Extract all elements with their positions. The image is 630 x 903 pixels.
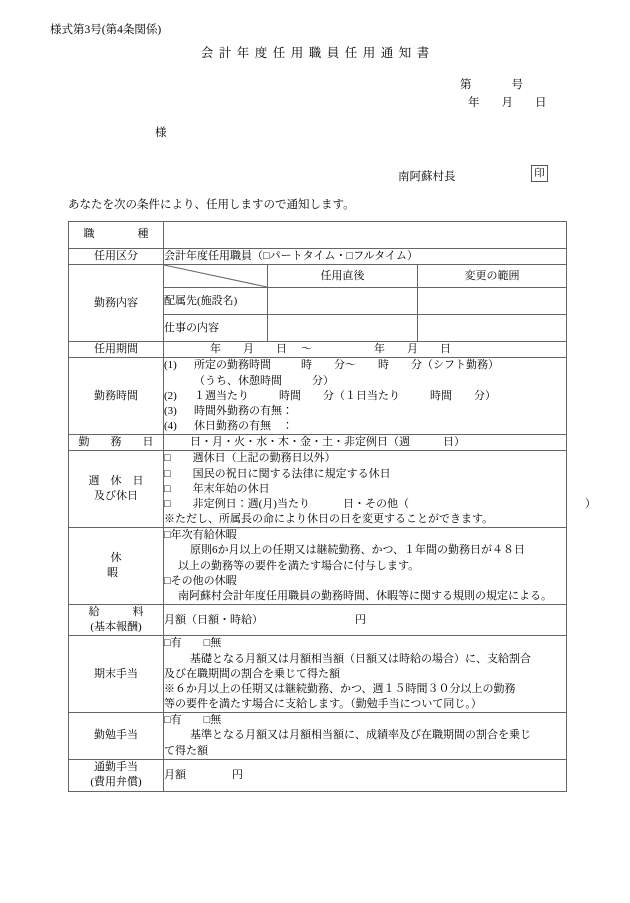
value-assignment-immediate[interactable]: [268, 288, 418, 315]
label-term-allowance: 期末手当: [69, 636, 164, 713]
label-duties: 仕事の内容: [164, 315, 268, 342]
label-commute-allowance: [69, 759, 164, 791]
work-hours-item2-text: １週当たり: [194, 389, 249, 402]
work-hours-item1-min2: 分（シフト勤務）: [411, 359, 499, 372]
holiday-checkbox-national[interactable]: □ 国民の祝日に関する法律に規定する休日: [164, 467, 391, 480]
work-hours-item2-hour: 時間: [279, 389, 301, 402]
leave-annual-desc1: 原則6か月以上の任期又は継続勤務、かつ、１年間の勤務日が４８日: [190, 544, 526, 557]
work-hours-item1-sub: （うち、休憩時間: [194, 374, 282, 387]
addressee-honorific: 様: [155, 127, 167, 139]
label-salary-line2: (基本報酬): [90, 621, 142, 634]
table-row-work-days: [69, 435, 567, 451]
issue-number-suffix: 号: [511, 79, 523, 91]
value-assignment-change[interactable]: [418, 288, 567, 315]
issue-date-line: [468, 94, 547, 110]
label-job-type: [69, 222, 164, 249]
value-job-type[interactable]: [164, 222, 567, 249]
table-row-work-hours: [69, 358, 567, 435]
holiday-checkbox-yearend[interactable]: □ 年末年始の休日: [164, 482, 270, 495]
table-row-commute-allowance: [69, 759, 567, 791]
label-assignment: 配属先(施設名): [164, 288, 268, 315]
work-hours-item3-no: (3): [164, 404, 177, 417]
label-commute-allowance-line2: (費用弁償): [90, 776, 142, 789]
diligence-allowance-checkbox-no[interactable]: □無: [203, 714, 222, 727]
table-row-holidays: [69, 451, 567, 528]
value-appointment-period[interactable]: [164, 342, 567, 358]
value-appointment-class[interactable]: 会計年度任用職員（□パートタイム・□フルタイム）: [164, 249, 567, 265]
term-allowance-checkbox-no[interactable]: □無: [203, 637, 222, 650]
seal-stamp-box: 印: [531, 165, 548, 182]
value-duties-change[interactable]: [418, 315, 567, 342]
leave-annual-desc2: 以上の勤務等の要件を満たす場合に付与します。: [178, 559, 420, 572]
work-hours-item1-text: 所定の勤務時間: [194, 359, 271, 372]
value-holidays[interactable]: [164, 451, 596, 528]
table-row-appointment-class: [69, 249, 567, 265]
value-term-allowance[interactable]: [164, 636, 567, 713]
col-header-change-scope: 変更の範囲: [418, 265, 567, 288]
label-work-hours: 勤務時間: [69, 358, 164, 435]
form-number: 様式第3号(第4条関係): [50, 24, 162, 36]
leave-checkbox-other[interactable]: □その他の休暇: [164, 574, 237, 587]
label-appointment-class: 任用区分: [69, 249, 164, 265]
holiday-checkbox-weekly[interactable]: □ 週休日（上記の勤務日以外）: [164, 452, 336, 465]
table-row-leave: [69, 528, 567, 605]
issuer-name: 南阿蘇村長: [398, 171, 456, 183]
work-hours-item1-sub-min: 分）: [312, 374, 334, 387]
issue-number-prefix: 第: [460, 79, 472, 91]
work-hours-item2-min: 分（１日当たり: [323, 389, 400, 402]
term-allowance-checkbox-yes[interactable]: □有: [164, 637, 182, 650]
work-hours-item1-no: (1): [164, 359, 177, 372]
table-row-diligence-allowance: [69, 713, 567, 760]
issue-date-month: 月: [501, 97, 513, 109]
holiday-checkbox-irregular[interactable]: □ 非定例日：週(月)当たり 日・その他（ ）: [164, 497, 596, 510]
commute-allowance-text: 月額: [164, 768, 186, 781]
value-work-days[interactable]: [164, 435, 567, 451]
label-leave: [69, 528, 183, 605]
term-allowance-desc3: ※６か月以上の任期又は継続勤務、かつ、週１５時間３０分以上の勤務: [164, 682, 516, 695]
label-commute-allowance-line1: 通勤手当: [94, 761, 138, 774]
label-work-days: [69, 435, 164, 451]
work-hours-item2-hour2: 時間: [430, 389, 452, 402]
commute-allowance-unit: 円: [232, 768, 243, 781]
value-diligence-allowance[interactable]: [164, 713, 567, 760]
table-row-salary: [69, 605, 567, 636]
period-end-day: 日: [440, 343, 451, 356]
work-hours-item4-no: (4): [164, 420, 177, 433]
label-appointment-period: 任用期間: [69, 342, 164, 358]
salary-text: 月額（日額・時給）: [164, 613, 263, 626]
diagonal-blank-cell: [164, 265, 268, 288]
table-row-job-type: [69, 222, 567, 249]
issue-date-day: 日: [535, 97, 547, 109]
leave-other-desc: 南阿蘇村会計年度任用職員の勤務時間、休暇等に関する規則の規定による。: [178, 589, 552, 602]
page-title: 会計年度任用職員任用通知書: [200, 46, 435, 60]
period-start-day: 日: [276, 343, 287, 356]
table-row-appointment-period: [69, 342, 567, 358]
label-job-type-text: 職 種: [83, 228, 156, 241]
period-end-month: 月: [407, 343, 418, 356]
period-tilde: ～: [301, 343, 312, 356]
value-duties-immediate[interactable]: [268, 315, 418, 342]
value-work-hours[interactable]: [164, 358, 567, 435]
value-leave[interactable]: [164, 528, 567, 605]
label-work-days-text: 勤 務 日: [78, 436, 159, 449]
work-hours-item1-hour1: 時: [301, 359, 312, 372]
work-hours-item2-no: (2): [164, 389, 177, 402]
salary-unit: 円: [355, 613, 366, 626]
work-hours-item3-text: 時間外勤務の有無：: [194, 404, 293, 417]
issue-date-year: 年: [468, 97, 480, 109]
table-row-work-content-header: [69, 265, 567, 288]
leave-checkbox-annual-paid[interactable]: □年次有給休暇: [164, 529, 237, 542]
label-holidays: [69, 451, 164, 528]
work-hours-item2-min2: 分）: [474, 389, 496, 402]
work-days-text: 日・月・火・水・木・金・土・非定例日（週 日）: [190, 436, 465, 449]
work-hours-item4-text: 休日勤務の有無 ：: [194, 420, 293, 433]
holiday-note: ※ただし、所属長の命により休日の日を変更することができます。: [164, 513, 494, 526]
table-row-term-allowance: [69, 636, 567, 713]
label-salary-line1: 給 料: [88, 606, 144, 619]
value-salary[interactable]: [164, 605, 567, 636]
label-work-content: 勤務内容: [69, 265, 164, 342]
term-allowance-desc4: 等の要件を満たす場合に支給します。（勤勉手当について同じ。）: [164, 698, 482, 711]
conditions-table: [68, 221, 596, 792]
label-diligence-allowance: 勤勉手当: [69, 713, 164, 760]
label-holidays-line2: 及び休日: [94, 490, 138, 503]
period-end-year: 年: [374, 343, 385, 356]
diligence-allowance-desc2: て得た額: [164, 744, 208, 757]
value-commute-allowance[interactable]: [164, 759, 567, 791]
col-header-immediate: 任用直後: [268, 265, 418, 288]
label-salary: [69, 605, 164, 636]
diligence-allowance-desc1: 基準となる月額又は月額相当額に、成績率及び在職期間の割合を乗じ: [190, 729, 531, 742]
period-start-year: 年: [210, 343, 221, 356]
term-allowance-desc2: 及び在職期間の割合を乗じて得た額: [164, 667, 340, 680]
label-leave-text: 休 暇: [107, 551, 183, 580]
label-holidays-line1: 週 休 日: [88, 475, 144, 488]
diligence-allowance-checkbox-yes[interactable]: □有: [164, 714, 182, 727]
work-hours-item1-min1: 分～: [334, 359, 356, 372]
term-allowance-desc1: 基礎となる月額又は月額相当額（日額又は時給の場合）に、支給割合: [190, 652, 531, 665]
issue-number-line: [460, 76, 523, 92]
period-start-month: 月: [243, 343, 254, 356]
work-hours-item1-hour2: 時: [378, 359, 389, 372]
intro-text: あなたを次の条件により、任用しますので通知します。: [68, 199, 355, 211]
